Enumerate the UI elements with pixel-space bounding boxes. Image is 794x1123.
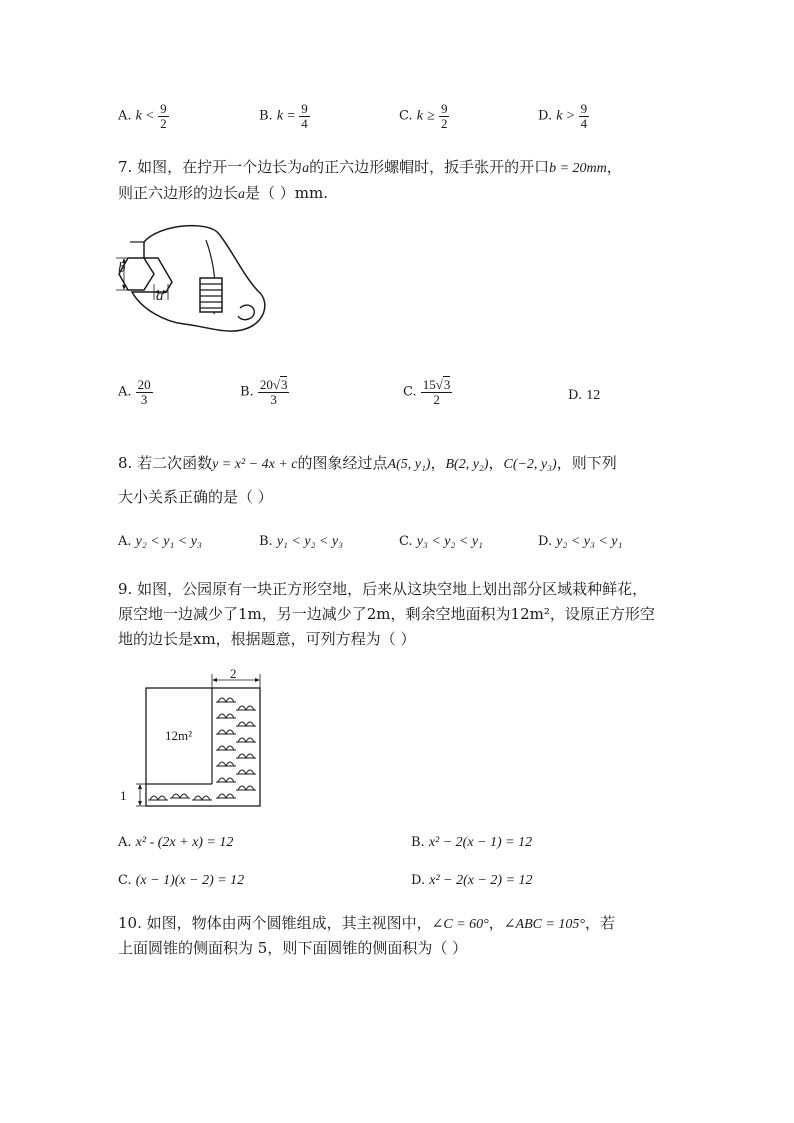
q8-stem-line1: 8. 若二次函数y = x² − 4x + c的图象经过点A(5, y₁)，B(2, y₂)，C(−2, y₃)，则下列 [118, 454, 617, 472]
option-var: k [556, 108, 563, 124]
q9-stem-line2: 原空地一边减少了1m，另一边减少了2m，剩余空地面积为12m²，设原正方形空 [118, 605, 655, 623]
option-label: D. [568, 388, 583, 403]
coefficient: 20 [259, 377, 273, 392]
fraction-denominator: 3 [270, 391, 277, 407]
text: ，若 [585, 914, 616, 932]
option-label: B. [259, 534, 273, 549]
figure-label-a: a [156, 288, 164, 304]
q6-option-a[interactable] [118, 102, 169, 130]
option-expr: (x − 1)(x − 2) = 12 [135, 873, 245, 888]
text: 7. 如图，在拧开一个边长为 [118, 158, 303, 176]
expr-b: b = 20mm [549, 161, 607, 176]
q9-option-c[interactable] [118, 873, 244, 889]
q10-stem-line1 [118, 912, 615, 933]
option-var: k [276, 108, 284, 124]
figure-label-2: 2 [230, 666, 237, 681]
option-op: > [566, 108, 575, 124]
q8-option-d[interactable] [538, 534, 622, 550]
option-expr: x² - (2x + x) = 12 [135, 835, 234, 850]
fraction-numerator: 9 [160, 101, 167, 116]
function-expr: y = x² − 4x + c [212, 457, 298, 472]
option-label: A. [118, 384, 132, 400]
fraction-denominator: 4 [580, 115, 588, 131]
option-label: B. [240, 384, 254, 400]
angle-abc: ∠ABC = 105° [503, 917, 585, 932]
fraction-denominator: 2 [440, 115, 448, 131]
option-fraction [579, 102, 590, 130]
q7-option-d[interactable] [568, 388, 600, 404]
point-a: A(5, y₁) [387, 457, 431, 472]
option-label: B. [411, 835, 425, 850]
text: 则正六边形的边长 [118, 184, 239, 202]
q9-stem-line1: 9. 如图，公园原有一块正方形空地，后来从这块空地上划出部分区域栽种鲜花， [118, 580, 648, 598]
q7-stem-line2 [118, 182, 328, 203]
garden-square-figure [130, 668, 270, 812]
option-op: = [287, 108, 296, 124]
option-label: A. [118, 835, 132, 850]
text: ， [488, 914, 504, 932]
option-fraction [421, 378, 453, 406]
option-value: 12 [586, 388, 601, 403]
option-expr: x² − 2(x − 1) = 12 [428, 835, 533, 850]
text: 10. 如图，物体由两个圆锥组成，其主视图中， [118, 914, 432, 932]
option-expr: y₂ < y₃ < y₁ [556, 534, 623, 549]
text: ，则下列 [556, 454, 617, 472]
option-expr: y₃ < y₂ < y₁ [416, 534, 483, 549]
q6-option-c[interactable] [399, 102, 449, 130]
option-fraction [439, 102, 450, 130]
option-label: D. [538, 534, 553, 549]
option-var: k [416, 108, 423, 124]
option-label: C. [399, 534, 413, 549]
option-label: A. [118, 534, 132, 549]
option-fraction [158, 102, 169, 130]
text: 的图象经过点 [297, 454, 388, 472]
radicand: 3 [280, 377, 288, 392]
fraction-denominator: 3 [140, 391, 148, 407]
q9-stem-line3: 地的边长是xm，根据题意，可列方程为（ ） [118, 630, 416, 648]
var-a: a [238, 187, 246, 202]
q8-option-b[interactable] [259, 534, 343, 550]
option-expr: y₂ < y₁ < y₃ [135, 534, 202, 549]
angle-c: ∠C = 60° [431, 917, 489, 932]
option-fraction [258, 378, 290, 406]
fraction-numerator: 9 [440, 101, 448, 116]
option-expr: x² − 2(x − 2) = 12 [429, 873, 533, 888]
option-fraction [299, 102, 310, 130]
q9-option-a[interactable] [118, 835, 233, 851]
figure-label-b: b [118, 260, 126, 276]
option-label: A. [118, 108, 132, 124]
q8-option-a[interactable] [118, 534, 202, 550]
option-fraction [136, 378, 153, 406]
q6-option-b[interactable] [259, 102, 310, 130]
text: ， [606, 158, 622, 176]
figure-label-area: 12m² [165, 728, 193, 743]
option-op: ≥ [427, 108, 435, 124]
option-var: k [135, 108, 142, 124]
q7-option-c[interactable] [403, 378, 452, 406]
q10-stem-line2: 上面圆锥的侧面积为 5，则下面圆锥的侧面积为（ ） [118, 939, 468, 957]
option-expr: y₁ < y₂ < y₃ [276, 534, 343, 549]
option-label: B. [259, 108, 273, 124]
point-b: B(2, y₂) [445, 457, 489, 472]
coefficient: 15 [422, 377, 436, 392]
option-label: D. [411, 873, 426, 888]
fraction-numerator: 15√3 [422, 377, 451, 392]
point-c: C(−2, y₃) [503, 457, 557, 472]
option-label: D. [538, 108, 553, 124]
fraction-numerator: 20√3 [259, 377, 288, 392]
q8-stem-line2: 大小关系正确的是（ ） [118, 488, 273, 506]
figure-label-1: 1 [120, 788, 127, 803]
text: 是（ ）mm. [245, 184, 328, 202]
q9-option-b[interactable] [411, 835, 532, 851]
q7-option-b[interactable] [240, 378, 289, 406]
option-label: C. [403, 384, 417, 400]
q8-option-c[interactable] [399, 534, 483, 550]
option-label: C. [399, 108, 413, 124]
text: 8. 若二次函数 [118, 454, 213, 472]
radicand: 3 [443, 377, 451, 392]
q9-option-d[interactable] [411, 873, 533, 889]
q7-option-a[interactable] [118, 378, 153, 406]
fraction-numerator: 9 [580, 101, 588, 116]
fraction-denominator: 2 [160, 115, 167, 131]
option-label: C. [118, 873, 132, 888]
option-op: < [146, 108, 154, 124]
fraction-denominator: 2 [433, 391, 440, 407]
q7-stem-line1 [118, 156, 622, 177]
var-a: a [302, 161, 310, 176]
fraction-denominator: 4 [301, 115, 308, 131]
wrench-hexnut-figure [114, 222, 274, 334]
q6-option-d[interactable] [538, 102, 589, 130]
fraction-numerator: 9 [301, 101, 308, 116]
text: 的正六边形螺帽时，扳手张开的开口 [309, 158, 550, 176]
fraction-numerator: 20 [137, 377, 151, 392]
